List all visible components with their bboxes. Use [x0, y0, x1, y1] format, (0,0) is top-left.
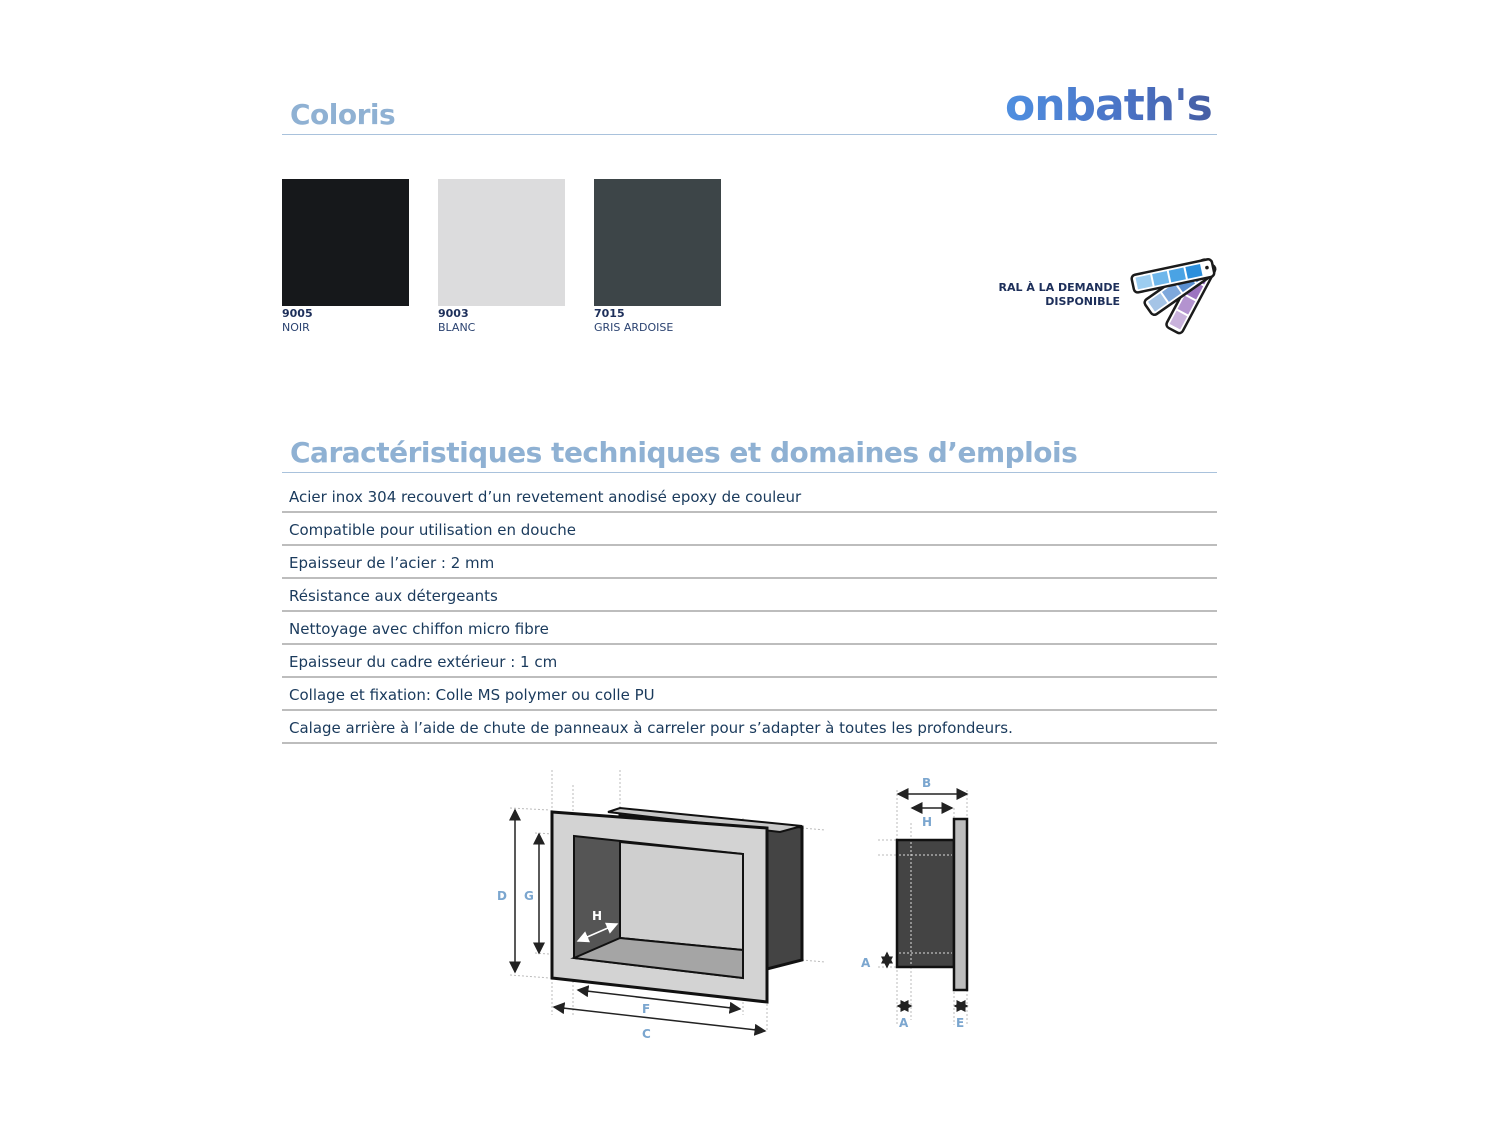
divider: [282, 472, 1217, 473]
dim-label-h: H: [592, 909, 603, 923]
dim-label-c: C: [642, 1027, 651, 1041]
color-name: GRIS ARDOISE: [594, 321, 674, 334]
dim-label-f: F: [642, 1002, 651, 1016]
ral-line-2: DISPONIBLE: [1045, 295, 1120, 308]
spec-text: Collage et fixation: Colle MS polymer ou colle PU: [289, 686, 655, 704]
dim-label-b: B: [922, 776, 932, 790]
dim-label-e: E: [956, 1016, 965, 1030]
divider: [282, 134, 1217, 135]
dim-label-d: D: [497, 889, 507, 903]
ral-line-1: RAL À LA DEMANDE: [998, 281, 1120, 294]
niche-front-diagram: [490, 770, 830, 1050]
spec-text: Compatible pour utilisation en douche: [289, 521, 576, 539]
color-swatch-gris-ardoise: [594, 179, 721, 306]
spec-text: Epaisseur de l’acier : 2 mm: [289, 554, 495, 572]
section-title-specs: Caractéristiques techniques et domaines d’emplois: [290, 436, 1078, 469]
dim-label-g: G: [524, 889, 534, 903]
spec-item: [282, 514, 1217, 546]
dim-label-h: H: [922, 815, 933, 829]
ral-badge-text: [999, 281, 1120, 309]
dim-label-a: A: [899, 1016, 909, 1030]
color-swatch-blanc: [438, 179, 565, 306]
color-name: BLANC: [438, 321, 476, 334]
color-code: 9003: [438, 307, 469, 320]
spec-item: [282, 613, 1217, 645]
spec-item: [282, 646, 1217, 678]
spec-text: Calage arrière à l’aide de chute de panneaux à carreler pour s’adapter à toutes les profondeurs.: [289, 719, 1013, 737]
spec-text: Epaisseur du cadre extérieur : 1 cm: [289, 653, 558, 671]
spec-item: [282, 679, 1217, 711]
spec-item: [282, 481, 1217, 513]
brand-logo: onbath's: [1005, 80, 1212, 131]
color-swatch-noir: [282, 179, 409, 306]
spec-item: [282, 712, 1217, 744]
color-code: 7015: [594, 307, 625, 320]
section-title-coloris: Coloris: [290, 98, 396, 131]
niche-side-diagram: [850, 770, 990, 1040]
dim-label-a: A: [861, 956, 871, 970]
spec-item: [282, 547, 1217, 579]
spec-text: Nettoyage avec chiffon micro fibre: [289, 620, 549, 638]
spec-text: Résistance aux détergeants: [289, 587, 498, 605]
spec-item: [282, 580, 1217, 612]
color-name: NOIR: [282, 321, 310, 334]
color-code: 9005: [282, 307, 313, 320]
spec-text: Acier inox 304 recouvert d’un revetement anodisé epoxy de couleur: [289, 488, 802, 506]
color-swatch-fan-icon: [1125, 256, 1225, 340]
